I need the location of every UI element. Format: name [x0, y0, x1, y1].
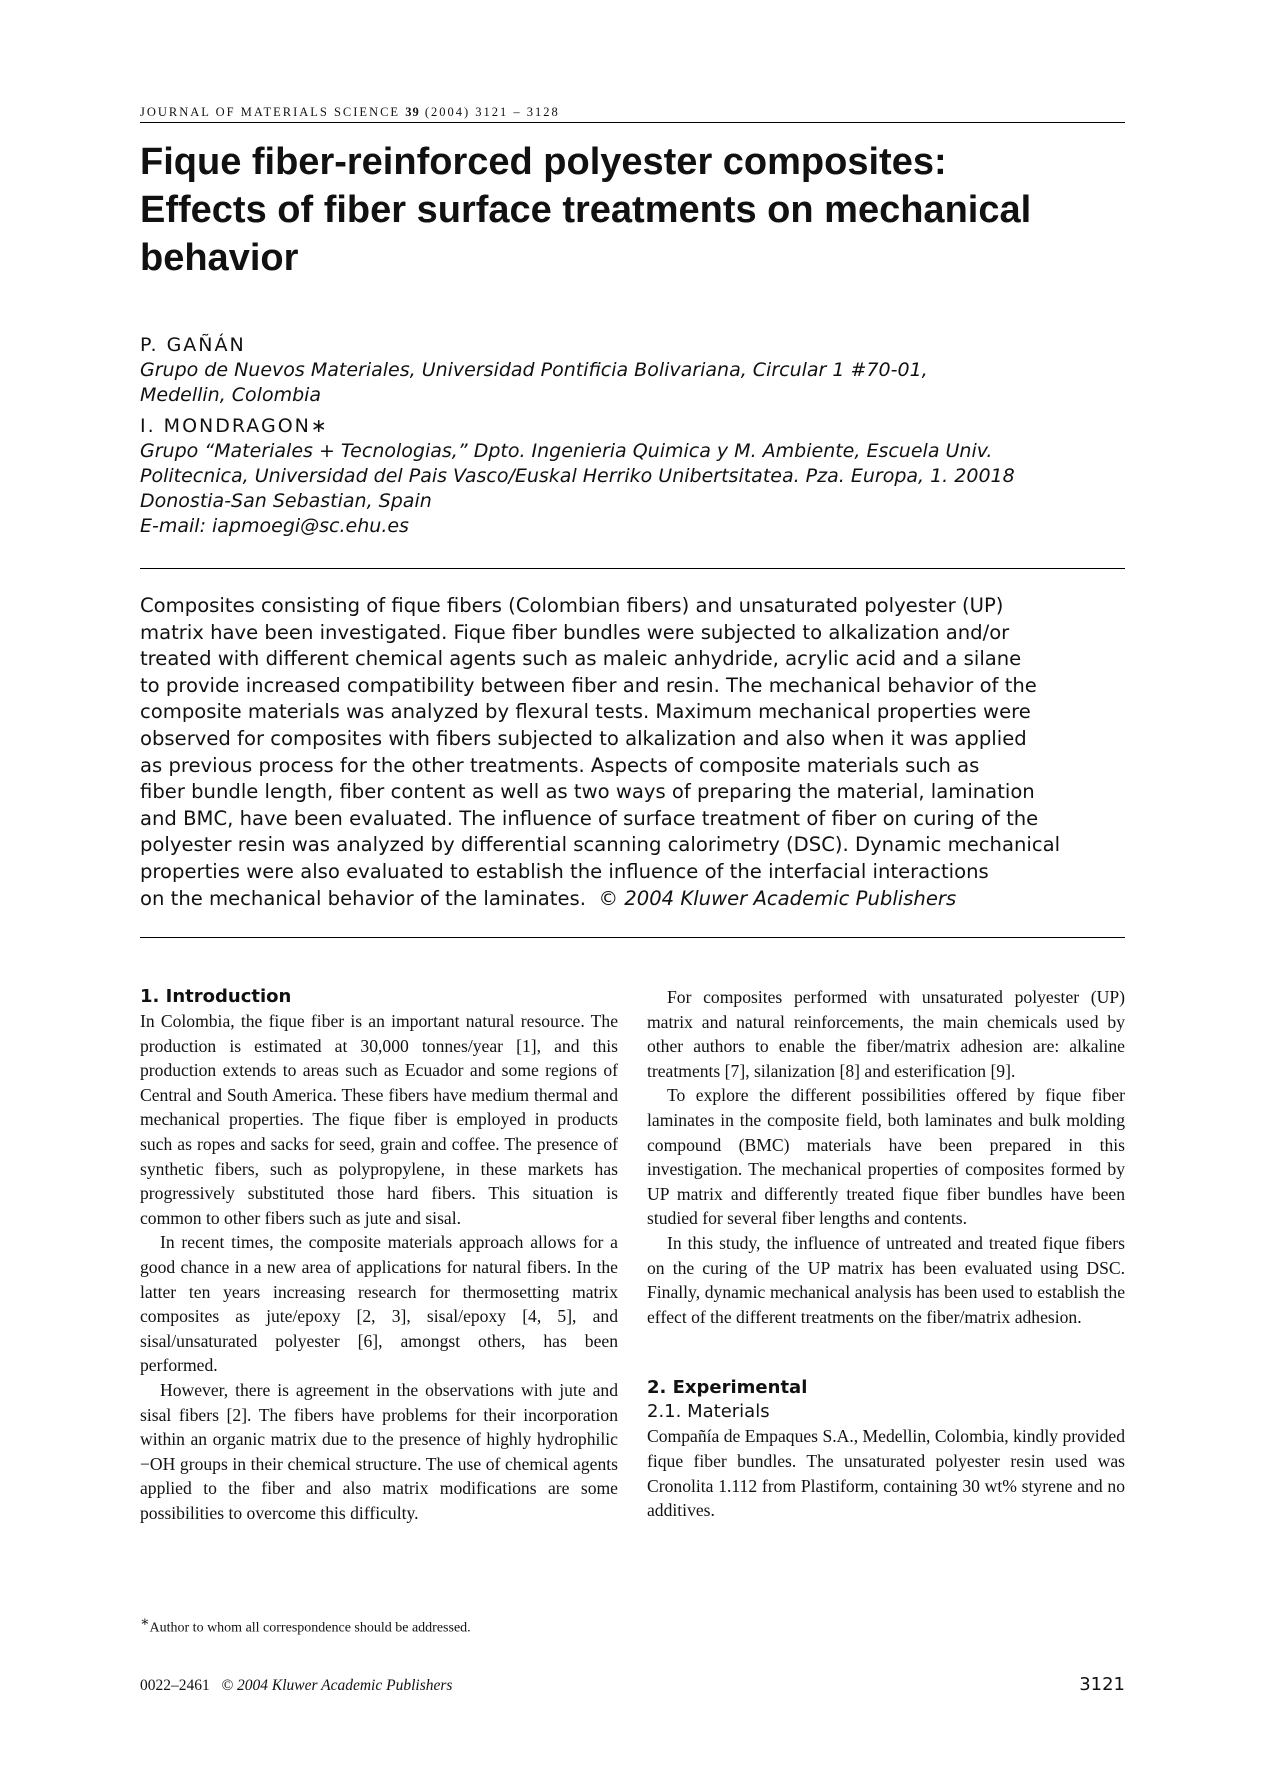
author-email: E-mail: iapmoegi@sc.ehu.es: [140, 515, 409, 537]
subsection-heading-materials: 2.1. Materials: [647, 1401, 770, 1423]
footer-copyright: © 2004 Kluwer Academic Publishers: [221, 1677, 453, 1694]
title-line: Effects of fiber surface treatments on mechanical: [140, 189, 1032, 231]
abstract-line-last: [140, 886, 1125, 913]
paragraph: However, there is agreement in the observations with jute and sisal fibers [2]. The fibers have problems for their incorporation within an organic matrix due to the presence of highly hydrophilic −OH groups in their chemical structure. The use of chemical agents applied to the fiber and also matrix modifications are some possibilities to overcome this difficulty.: [140, 1379, 618, 1523]
abstract-line: treated with different chemical agents such as maleic anhydride, acrylic acid and a silane: [140, 647, 1022, 671]
paragraph: Compañía de Empaques S.A., Medellin, Colombia, kindly provided fique fiber bundles. The unsaturated polyester resin used was Cronolita 1.112 from Plastiform, containing 30 wt% styrene and no additives.: [647, 1426, 1125, 1521]
paragraph: To explore the different possibilities offered by fique fiber laminates in the composite field, both laminates and bulk molding compound (BMC) materials have been prepared in this investigation. The mechanical properties of composites formed by UP matrix and differently treated fique fiber bundles have been studied for several fiber lengths and contents.: [647, 1085, 1125, 1229]
affiliation-line: Politecnica, Universidad del Pais Vasco/Euskal Herriko Unibertsitatea. Pza. Europa, 1. 20018: [140, 465, 1015, 487]
author-affiliation: [140, 439, 1125, 539]
journal-volume: 39: [405, 105, 420, 119]
paper-title: [140, 138, 1125, 282]
section-heading-introduction: 1. Introduction: [140, 986, 292, 1007]
section-heading-experimental: 2. Experimental: [647, 1377, 808, 1399]
journal-year-pages: (2004) 3121 – 3128: [424, 105, 560, 119]
affiliation-line: Donostia-San Sebastian, Spain: [140, 490, 432, 512]
paper-page: [140, 0, 1125, 1772]
author-name: P. GAÑÁN: [140, 334, 246, 356]
affiliation-line: Grupo “Materiales + Tecnologias,” Dpto. Ingenieria Quimica y M. Ambiente, Escuela Univ.: [140, 440, 993, 462]
footnote: [140, 1614, 471, 1637]
abstract-line: as previous process for the other treatments. Aspects of composite materials such as: [140, 753, 980, 777]
abstract-line: properties were also evaluated to establish the influence of the interfacial interactions: [140, 859, 989, 883]
footnote-text: Author to whom all correspondence should be addressed.: [149, 1620, 471, 1636]
section-spacer: [647, 1329, 1125, 1376]
divider-top: [140, 568, 1125, 569]
title-line: behavior: [140, 237, 299, 279]
left-column: [140, 985, 618, 1525]
abstract-line: and BMC, have been evaluated. The influence of surface treatment of fiber on curing of the: [140, 806, 1039, 830]
abstract-line-text: on the mechanical behavior of the laminates.: [140, 886, 586, 910]
abstract-line: observed for composites with fibers subjected to alkalization and also when it was applied: [140, 726, 1027, 750]
paragraph: In Colombia, the fique fiber is an important natural resource. The production is estimated at 30,000 tonnes/year [1], and this production extends to areas such as Ecuador and some regions of Central and South America. These fibers have medium thermal and mechanical properties. The fique fiber is employed in products such as ropes and sacks for seed, grain and coffee. The presence of synthetic fibers, such as polypropylene, in these markets has progressively substituted those hard fibers. This situation is common to other fibers such as jute and sisal.: [140, 1011, 618, 1228]
right-column: [647, 985, 1125, 1523]
author-block: [140, 333, 1125, 539]
affiliation-line: Grupo de Nuevos Materiales, Universidad Pontificia Bolivariana, Circular 1 #70-01,: [140, 359, 928, 381]
abstract-line: composite materials was analyzed by flexural tests. Maximum mechanical properties were: [140, 700, 1031, 724]
abstract-line: Composites consisting of fique fibers (Colombian fibers) and unsaturated polyester (UP): [140, 594, 1004, 617]
abstract-line: matrix have been investigated. Fique fiber bundles were subjected to alkalization and/or: [140, 620, 1010, 644]
paragraph: In this study, the influence of untreated and treated fique fibers on the curing of the UP matrix has been evaluated using DSC. Finally, dynamic mechanical analysis has been used to establish the effect of the different treatments on the fiber/matrix adhesion.: [647, 1232, 1125, 1327]
page-number: 3121: [1079, 1674, 1125, 1695]
abstract-line: polyester resin was analyzed by differential scanning calorimetry (DSC). Dynamic mechanical: [140, 833, 1061, 857]
author-name: I. MONDRAGON∗: [140, 415, 329, 437]
paragraph: For composites performed with unsaturated polyester (UP) matrix and natural reinforcements, the main chemicals used by other authors to enable the fiber/matrix adhesion are: alkaline treatments [7], silanization [8] and esterification [9].: [647, 987, 1125, 1081]
journal-name: JOURNAL OF MATERIALS SCIENCE: [140, 105, 401, 119]
abstract: [140, 593, 1125, 912]
author-entry: [140, 333, 1125, 408]
abstract-line: fiber bundle length, fiber content as well as two ways of preparing the material, lamination: [140, 780, 1035, 804]
title-line: Fique fiber-reinforced polyester composites:: [140, 141, 947, 183]
abstract-line: to provide increased compatibility between fiber and resin. The mechanical behavior of the: [140, 673, 1037, 697]
abstract-copyright: © 2004 Kluwer Academic Publishers: [598, 886, 957, 910]
author-entry: [140, 414, 1125, 539]
paragraph: In recent times, the composite materials approach allows for a good chance in a new area of applications for natural fibers. In the latter ten years increasing research for thermosetting matrix composites as jute/epoxy [2, 3], sisal/epoxy [4, 5], and sisal/unsaturated polyester [6], amongst others, has been performed.: [140, 1232, 618, 1376]
footer-issn: 0022–2461: [140, 1677, 210, 1694]
author-affiliation: [140, 358, 1125, 408]
footnote-mark: ∗: [140, 1615, 150, 1630]
affiliation-line: Medellin, Colombia: [140, 384, 322, 406]
divider-bottom: [140, 937, 1125, 938]
footer-issn-line: [140, 1677, 452, 1695]
journal-header: [140, 105, 1125, 123]
